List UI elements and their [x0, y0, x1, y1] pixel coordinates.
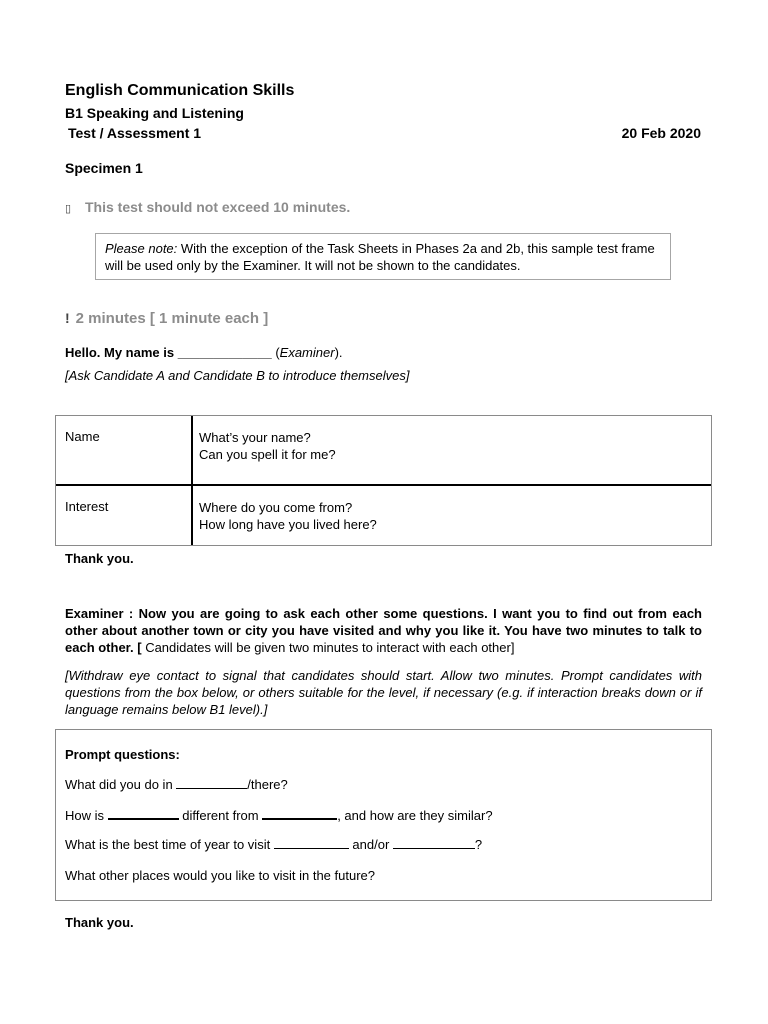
note-text: With the exception of the Task Sheets in Phases 2a and 2b, this sample test frame will be used only by the Examiner. It will not be shown to the candidates.	[105, 241, 655, 273]
checkbox-marker-icon: ▯	[65, 203, 72, 215]
examiner-instruction	[65, 605, 702, 656]
withdraw-instruction: [Withdraw eye contact to signal that candidates should start. Allow two minutes. Prompt candidates with questions from the box below, or others suitable for the level, if necessary (e.g. if interaction breaks down or if language remains below B1 level).]	[65, 668, 702, 717]
prompt-text: /there?	[247, 777, 288, 792]
question: Can you spell it for me?	[199, 447, 336, 462]
time-limit-notice	[65, 199, 350, 215]
prompt-text: ?	[474, 837, 483, 852]
prompt-text: What did you do in	[65, 777, 177, 792]
question: What’s your name?	[199, 430, 311, 445]
table-column-divider	[191, 416, 193, 545]
greeting-text: Hello. My name is _____________	[65, 345, 272, 360]
note-box	[95, 233, 671, 280]
answer-blank	[176, 776, 247, 789]
document-title: English Communication Skills	[65, 82, 295, 99]
thank-you-text: Thank you.	[65, 551, 134, 566]
prompt-question: What other places would you like to visit in the future?	[65, 868, 375, 883]
prompt-heading: Prompt questions:	[65, 747, 180, 762]
row-questions	[199, 499, 377, 533]
row-questions	[199, 429, 336, 463]
prompt-question	[65, 806, 493, 823]
answer-blank	[108, 806, 179, 820]
prompt-text: How is	[65, 808, 108, 823]
question: How long have you lived here?	[199, 517, 377, 532]
table-row	[56, 484, 711, 548]
row-label: Interest	[65, 499, 109, 514]
answer-blank	[274, 836, 349, 849]
answer-blank	[393, 836, 475, 849]
prompt-text: and/or	[348, 837, 393, 852]
prompt-text: different from	[178, 808, 263, 823]
test-label: Test / Assessment 1	[68, 125, 202, 141]
prompt-text: , and how are they similar?	[337, 808, 493, 823]
prompt-question	[65, 776, 288, 792]
answer-blank	[262, 806, 337, 820]
introduction-instruction: [Ask Candidate A and Candidate B to introduce themselves]	[65, 368, 410, 383]
examiner-greeting	[65, 345, 343, 360]
exclamation-icon: !	[65, 310, 70, 326]
phase-duration-text: 2 minutes [ 1 minute each ]	[75, 310, 269, 327]
greeting-paren-close: ).	[334, 345, 343, 360]
greeting-role: Examiner	[279, 345, 335, 360]
greeting-paren-open: (	[271, 345, 280, 360]
document-subtitle: B1 Speaking and Listening	[65, 105, 244, 121]
test-date: 20 Feb 2020	[621, 125, 701, 141]
examiner-instruction-bold: Examiner : Now you are going to ask each other some questions. I want you to find out from each other about another town or city you have visited and why you like it. You have two minutes to talk to each other. [	[65, 606, 702, 655]
introduction-questions-table	[55, 415, 712, 546]
prompt-question	[65, 836, 482, 852]
thank-you-text: Thank you.	[65, 915, 134, 930]
row-label: Name	[65, 429, 100, 444]
table-row	[56, 416, 711, 484]
prompt-questions-box	[55, 729, 712, 901]
note-label: Please note:	[105, 241, 178, 256]
specimen-label: Specimen 1	[65, 160, 143, 176]
question: Where do you come from?	[199, 500, 353, 515]
phase-duration	[65, 310, 268, 327]
time-limit-text: This test should not exceed 10 minutes.	[85, 199, 351, 215]
prompt-text: What is the best time of year to visit	[65, 837, 274, 852]
examiner-instruction-normal: Candidates will be given two minutes to interact with each other]	[141, 640, 515, 655]
